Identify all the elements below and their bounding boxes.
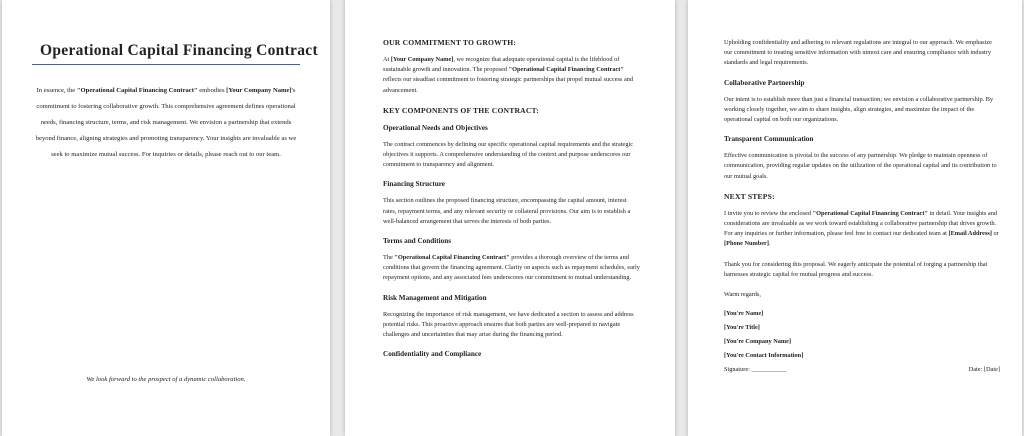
text: The [383,254,395,262]
next-steps-heading: NEXT STEPS: [724,191,775,201]
next-steps-paragraph [724,209,1000,250]
collaborative-heading: Collaborative Partnership [724,78,805,87]
components-heading: KEY COMPONENTS OF THE CONTRACT: [383,105,539,115]
contract-name: "Operational Capital Financing Contract" [394,254,510,262]
document-page-2 [345,0,675,436]
text: provides a thorough overview of the terms and conditions that govern the financing agreement. Clarity on aspects such as repayment schedules, early repayment options, and any associated fees underscores our commitment to mutual understanding. [383,254,640,282]
text: . [768,240,771,248]
document-title: Operational Capital Financing Contract [32,42,300,65]
text: reflects our steadfast commitment to fostering strategic partnerships that propel mutual success and advancement. [383,76,634,94]
email-placeholder: [Email Address] [948,230,992,238]
collaborative-paragraph: Our intent is to establish more than just a financial transaction; we envision a collaborative partnership. By working closely together, we aim to share insights, align strategies, and maximize the impact of the operational capital on both our organizations. [724,95,994,124]
text: or [991,230,999,238]
regards-line: Warm regards, [724,291,761,299]
date-label: Date: [Date] [968,366,1000,374]
signer-contact: [You're Contact Information] [724,352,804,360]
closing-line: We look forward to the prospect of a dynamic collaboration. [86,376,246,383]
ops-heading: Operational Needs and Objectives [383,123,488,132]
text: in detail. Your insights and considerations are invaluable as we work toward establishing a collaborative partnership that drives growth. For any inquiries or further information, please feel free to contact our dedicated team at [724,209,998,238]
communication-paragraph: Effective communication is pivotal to the success of any partnership. We pledge to maintain openness of communication, providing regular updates on the utilization of the operational capital and its contribution to our mutual goals. [724,152,997,180]
communication-heading: Transparent Communication [724,135,814,144]
intro-paragraph [32,83,300,163]
contract-name: "Operational Capital Financing Contract" [76,87,198,94]
text: At [383,56,391,63]
intro-text: In essence, the [36,87,77,94]
company-placeholder: [Your Company Name] [390,56,454,63]
signer-name: [You're Name] [724,310,764,318]
phone-placeholder: [Phone Number] [724,240,769,248]
signature-label: Signature: ___________ [724,366,787,374]
document-page-1 [2,0,330,436]
terms-heading: Terms and Conditions [383,237,452,246]
risk-heading: Risk Management and Mitigation [383,293,487,302]
financing-heading: Financing Structure [383,180,445,189]
signer-title: [You're Title] [724,324,760,332]
commitment-paragraph [383,55,641,96]
signer-company: [You're Company Name] [724,338,792,346]
thanks-paragraph: Thank you for considering this proposal. We eagerly anticipate the potential of forging a partnership that harnesses strategic capital for mutual progress and success. [724,260,988,278]
contract-name: "Operational Capital Financing Contract" [812,209,928,217]
text: , we recognize that adequate operational capital is the lifeblood of sustainable growth and innovation. The proposed [383,56,620,74]
document-page-3 [688,0,1022,436]
risk-paragraph: Recognizing the importance of risk management, we have dedicated a section to assess and address potential risks. This proactive approach ensures that both parties are well-prepared to navigate challenges and uncertainties that may arise during the financing period. [383,310,634,339]
ops-paragraph: The contract commences by defining our specific operational capital requirements and the strategic objectives it supports. A comprehensive understanding of the context and purpose underscores our commitment to transparency and alignment. [383,140,634,169]
signature-row [724,366,1000,373]
financing-paragraph: This section outlines the proposed financing structure, encompassing the capital amount, interest rates, repayment terms, and any relevant security or collateral provisions. Our aim is to establish a well-balanced arrangement that serves the interests of both parties. [383,197,631,225]
confidentiality-paragraph: Upholding confidentiality and adhering to relevant regulations are integral to our approach. We emphasize our commitment to treating sensitive information with utmost care and ensuring compliance with industry standards and legal requirements. [724,39,992,67]
confidentiality-heading: Confidentiality and Compliance [383,350,482,359]
terms-paragraph [383,253,641,284]
contract-name: "Operational Capital Financing Contract" [508,66,624,74]
intro-text: embodies [197,87,227,94]
intro-text: 's commitment to fostering collaborative growth. This comprehensive agreement defines operational needs, financing structure, terms, and risk management. We envision a partnership that extends beyond finance, aligning strategies and promoting transparency. Your insights are invaluable as we seek to maximize mutual success. For inquiries or details, please reach out to our team. [35,87,297,158]
company-placeholder: [Your Company Name] [226,87,292,94]
commitment-heading: OUR COMMITMENT TO GROWTH: [383,38,517,47]
text: I invite you to review the enclosed [724,209,813,217]
